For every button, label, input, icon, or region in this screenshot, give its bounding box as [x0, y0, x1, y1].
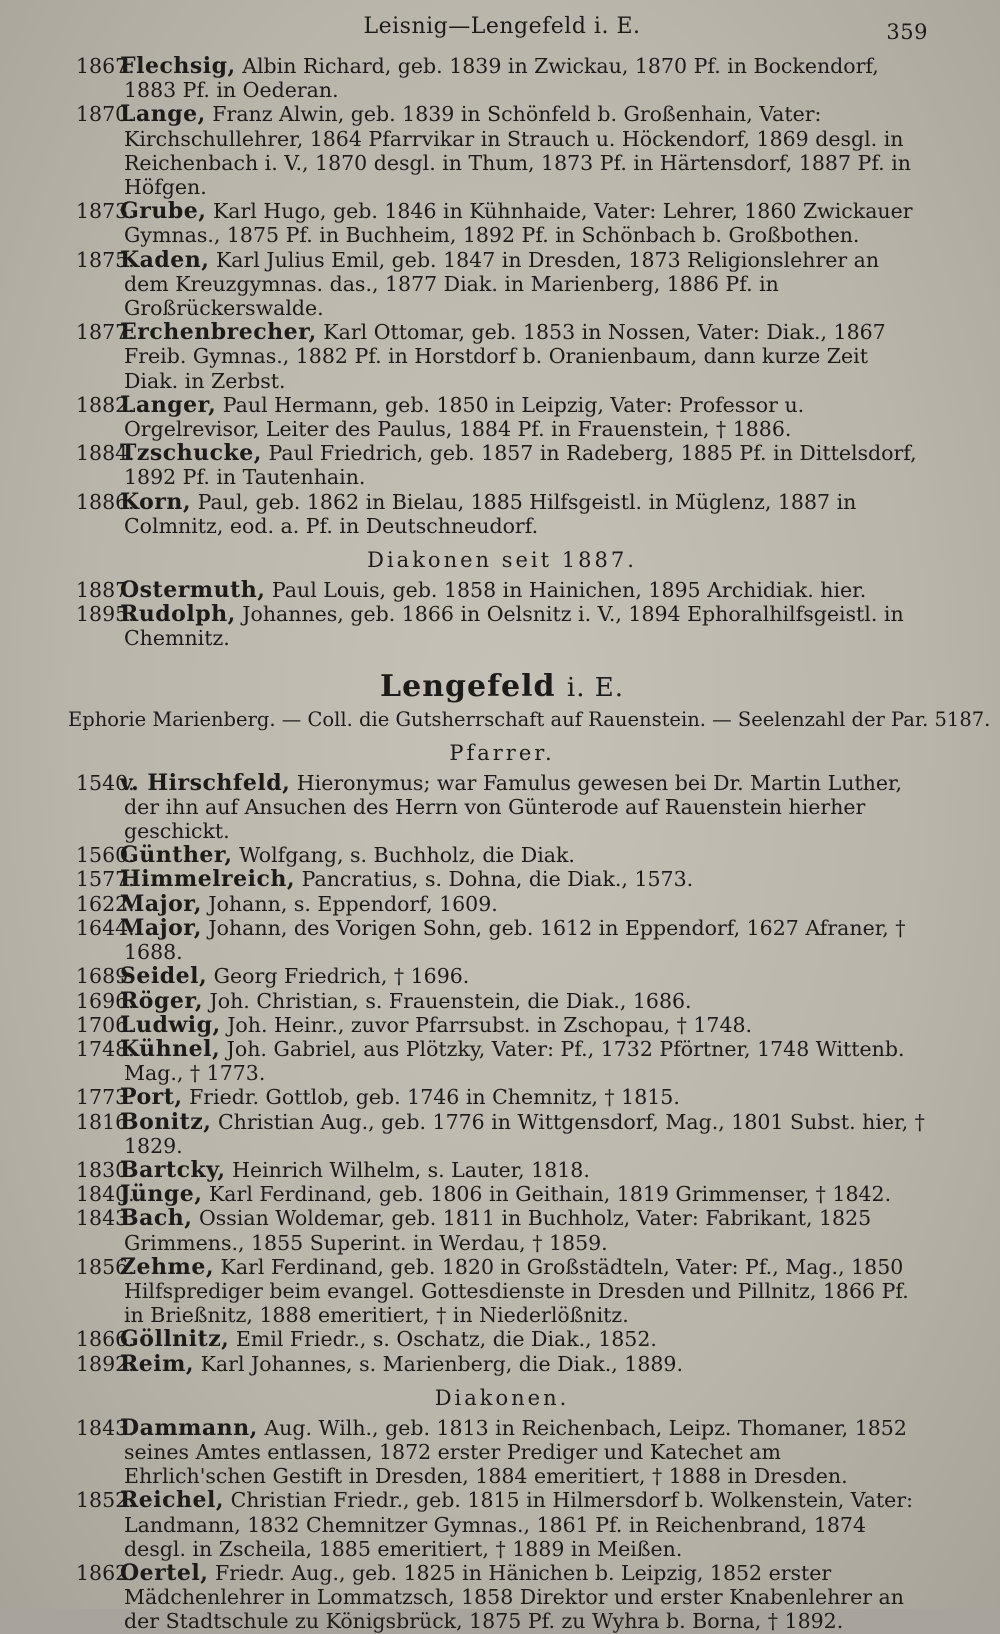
list-item — [76, 964, 928, 988]
entry-text: Emil Friedr., s. Oschatz, die Diak., 1852. — [235, 1327, 657, 1352]
entry-year: 1866. — [76, 1327, 135, 1352]
entry-text: Karl Ferdinand, geb. 1806 in Geithain, 1819 Grimmenser, † 1842. — [208, 1182, 892, 1207]
entry-name: Grube, — [120, 198, 207, 225]
entry-text: Paul Louis, geb. 1858 in Hainichen, 1895 Archidiak. hier. — [271, 578, 867, 603]
entry-year: 1877. — [76, 320, 135, 345]
list-item — [76, 1037, 928, 1085]
entry-name: Günther, — [120, 842, 233, 869]
lengefeld-diakonen-list — [76, 1416, 928, 1634]
entry-text: Karl Ferdinand, geb. 1820 in Großstädteln, Vater: Pf., Mag., 1850 Hilfsprediger beim evangel. Gottesdienste in Dresden und Pillnitz, 1866 Pf. in Brießnitz, 1888 emeritiert, † in Niederlößnitz. — [124, 1254, 909, 1328]
entry-year: 1830. — [76, 1157, 135, 1182]
entry-text: Paul, geb. 1862 in Bielau, 1885 Hilfsgeistl. in Müglenz, 1887 in Colmnitz, eod. a. Pf. in Deutschneudorf. — [124, 489, 857, 538]
entry-year: 1840. — [76, 1182, 135, 1207]
entry-year: 1706. — [76, 1012, 135, 1037]
entry-text: Heinrich Wilhelm, s. Lauter, 1818. — [232, 1157, 590, 1182]
entry-year: 1873. — [76, 199, 135, 224]
entry-year: 1748. — [76, 1036, 135, 1061]
entry-text: Joh. Gabriel, aus Plötzky, Vater: Pf., 1732 Pförtner, 1748 Wittenb. Mag., † 1773. — [124, 1036, 905, 1086]
list-item — [76, 867, 928, 891]
entry-name: Bach, — [120, 1205, 193, 1232]
list-item — [76, 916, 928, 964]
entry-year: 1875. — [76, 247, 135, 272]
entry-name: Oertel, — [120, 1559, 209, 1586]
list-item — [76, 771, 928, 844]
entry-text: Karl Julius Emil, geb. 1847 in Dresden, 1873 Religionslehrer an dem Kreuzgymnas. das., 1877 Diak. in Marienberg, 1886 Pf. in Großrückerswalde. — [124, 247, 880, 321]
entry-text: Christian Aug., geb. 1776 in Wittgensdorf, Mag., 1801 Subst. hier, † 1829. — [124, 1109, 925, 1158]
list-item — [76, 1488, 928, 1561]
entry-text: Joh. Heinr., zuvor Pfarrsubst. in Zschopau, † 1748. — [227, 1012, 753, 1037]
list-item — [76, 1182, 928, 1206]
pfarrer-heading: Pfarrer. — [449, 740, 555, 765]
entry-name: v. Hirschfeld, — [120, 769, 291, 796]
entry-name: Jünge, — [120, 1181, 203, 1208]
entry-year: 1862. — [76, 1560, 135, 1585]
leisnig-pfarrer-list — [76, 54, 928, 538]
entry-name: Kühnel, — [120, 1035, 221, 1062]
entry-text: Ossian Woldemar, geb. 1811 in Buchholz, Vater: Fabrikant, 1825 Grimmens., 1855 Superint. in Werdau, † 1859. — [124, 1206, 872, 1255]
entry-text: Paul Hermann, geb. 1850 in Leipzig, Vater: Professor u. Orgelrevisor, Leiter des Paulus, 1884 Pf. in Frauenstein, † 1886. — [124, 392, 805, 442]
list-item — [76, 54, 928, 102]
entry-text: Christian Friedr., geb. 1815 in Hilmersdorf b. Wolkenstein, Vater: Landmann, 1832 Chemnitzer Gymnas., 1861 Pf. in Reichenbrand, 1874 desgl. in Zscheila, 1885 emeritiert, † 1889 in Meißen. — [124, 1488, 914, 1561]
entry-text: Karl Ottomar, geb. 1853 in Nossen, Vater: Diak., 1867 Freib. Gymnas., 1882 Pf. in Horstdorf b. Oranienbaum, dann kurze Zeit Diak. in Zerbst. — [124, 320, 886, 393]
entry-text: Pancratius, s. Dohna, die Diak., 1573. — [301, 867, 694, 892]
list-item — [76, 892, 928, 916]
entry-year: 1886. — [76, 489, 135, 514]
list-item — [76, 1561, 928, 1634]
entry-text: Friedr. Gottlob, geb. 1746 in Chemnitz, † 1815. — [189, 1085, 680, 1110]
list-item — [76, 1013, 928, 1037]
entry-text: Wolfgang, s. Buchholz, die Diak. — [239, 843, 575, 868]
diakonen-heading: Diakonen. — [434, 1385, 570, 1410]
entry-name: Major, — [120, 890, 202, 917]
entry-year: 1884. — [76, 441, 135, 466]
entry-text: Georg Friedrich, † 1696. — [213, 964, 470, 989]
list-item — [76, 843, 928, 867]
entry-text: Karl Hugo, geb. 1846 in Kühnhaide, Vater: Lehrer, 1860 Zwickauer Gymnas., 1875 Pf. in Buchheim, 1892 Pf. in Schönbach b. Großbothen. — [124, 199, 913, 248]
entry-year: 1882. — [76, 392, 135, 417]
page-header — [76, 14, 928, 54]
place-name: Lengefeld — [380, 668, 556, 704]
list-item — [76, 1110, 928, 1158]
entry-text: Joh. Christian, s. Frauenstein, die Diak., 1686. — [209, 988, 692, 1013]
list-item — [76, 602, 928, 650]
entry-text: Johannes, geb. 1866 in Oelsnitz i. V., 1894 Ephoralhilfsgeistl. in Chemnitz. — [124, 602, 904, 651]
entry-name: Himmelreich, — [120, 866, 296, 893]
list-item — [76, 320, 928, 393]
entry-year: 1867. — [76, 54, 135, 78]
list-item — [76, 1206, 928, 1254]
entry-name: Göllnitz, — [120, 1326, 230, 1353]
entry-year: 1843. — [76, 1415, 135, 1440]
entry-name: Tzschucke, — [120, 440, 262, 467]
entry-year: 1816. — [76, 1109, 135, 1134]
entry-text: Albin Richard, geb. 1839 in Zwickau, 1870 Pf. in Bockendorf, 1883 Pf. in Oederan. — [124, 54, 879, 103]
entry-name: Major, — [120, 914, 202, 941]
entry-name: Ludwig, — [120, 1011, 221, 1038]
entry-name: Bartcky, — [120, 1156, 226, 1183]
entry-name: Seidel, — [120, 963, 208, 990]
page-number: 359 — [886, 20, 928, 44]
entry-name: Lange, — [120, 101, 206, 128]
entry-text: Paul Friedrich, geb. 1857 in Radeberg, 1885 Pf. in Dittelsdorf, 1892 Pf. in Tautenhain. — [124, 441, 917, 490]
entry-text: Johann, des Vorigen Sohn, geb. 1612 in Eppendorf, 1627 Afraner, † 1688. — [124, 915, 906, 965]
entry-text: Johann, s. Eppendorf, 1609. — [208, 891, 498, 916]
list-item — [76, 248, 928, 321]
lengefeld-pfarrer-list — [76, 771, 928, 1376]
entry-name: Erchenbrecher, — [120, 319, 317, 346]
place-suffix: i. E. — [566, 672, 624, 703]
list-item — [76, 490, 928, 538]
entry-text: Friedr. Aug., geb. 1825 in Hänichen b. Leipzig, 1852 erster Mädchenlehrer in Lommatzsch, 1858 Direktor und erster Knabenlehrer an der Stadtschule zu Königsbrück, 1875 Pf. zu Wyhra b. Borna, † 1892. — [124, 1560, 904, 1634]
entry-year: 1560. — [76, 843, 135, 868]
list-item — [76, 102, 928, 199]
list-item — [76, 199, 928, 247]
entry-name: Port, — [120, 1084, 183, 1111]
entry-year: 1892. — [76, 1351, 135, 1376]
entry-year: 1696. — [76, 988, 135, 1013]
entry-name: Korn, — [120, 488, 192, 515]
entry-year: 1856. — [76, 1254, 135, 1279]
entry-year: 1887. — [76, 578, 135, 603]
entry-name: Röger, — [120, 987, 203, 1014]
list-item — [76, 393, 928, 441]
list-item — [76, 1255, 928, 1328]
entry-text: Franz Alwin, geb. 1839 in Schönfeld b. Großenhain, Vater: Kirchschullehrer, 1864 Pfarrvikar in Strauch u. Höckendorf, 1869 desgl. in Reichenbach i. V., 1870 desgl. in Thum, 1873 Pf. in Härtensdorf, 1887 Pf. in Höfgen. — [124, 102, 911, 200]
entry-name: Flechsig, — [120, 53, 236, 79]
list-item — [76, 989, 928, 1013]
entry-name: Reim, — [120, 1350, 195, 1377]
entry-name: Ostermuth, — [120, 577, 266, 604]
list-item — [76, 1085, 928, 1109]
list-item — [76, 1416, 928, 1489]
entry-year: 1577. — [76, 867, 135, 892]
entry-name: Zehme, — [120, 1253, 214, 1280]
ephorie-line: Ephorie Marienberg. — Coll. die Gutsherrschaft auf Rauenstein. — Seelenzahl der Par. 5187. — [68, 707, 991, 731]
entry-name: Reichel, — [120, 1487, 225, 1514]
running-title: Leisnig—Lengefeld i. E. — [363, 14, 641, 39]
list-item — [76, 1158, 928, 1182]
entry-text: Hieronymus; war Famulus gewesen bei Dr. Martin Luther, der ihn auf Ansuchen des Herrn von Günterode auf Rauenstein hierher geschickt. — [124, 770, 903, 844]
entry-year: 1689. — [76, 964, 135, 989]
entry-text: Aug. Wilh., geb. 1813 in Reichenbach, Leipz. Thomaner, 1852 seines Amtes entlassen, 1872 erster Prediger und Katechet am Ehrlich'schen Gestift in Dresden, 1884 emeritiert, † 1888 in Dresden. — [124, 1415, 907, 1489]
entry-year: 1852. — [76, 1488, 135, 1513]
list-item — [76, 1352, 928, 1376]
entry-year: 1773. — [76, 1085, 135, 1110]
list-item — [76, 578, 928, 602]
entry-year: 1843. — [76, 1206, 135, 1231]
entry-year: 1540. — [76, 770, 135, 795]
leisnig-diakonen-heading: Diakonen seit 1887. — [367, 548, 637, 573]
entry-name: Bonitz, — [120, 1108, 212, 1135]
list-item — [76, 441, 928, 489]
entry-name: Langer, — [120, 391, 217, 418]
entry-year: 1644. — [76, 915, 135, 940]
leisnig-diakonen-list — [76, 578, 928, 651]
entry-name: Rudolph, — [120, 601, 236, 628]
entry-year: 1895. — [76, 602, 135, 627]
place-title — [76, 669, 928, 704]
entry-name: Kaden, — [120, 246, 210, 273]
list-item — [76, 1327, 928, 1351]
entry-text: Karl Johannes, s. Marienberg, die Diak., 1889. — [200, 1351, 683, 1376]
entry-year: 1870. — [76, 102, 135, 127]
entry-name: Dammann, — [120, 1414, 258, 1441]
entry-year: 1622. — [76, 891, 135, 916]
